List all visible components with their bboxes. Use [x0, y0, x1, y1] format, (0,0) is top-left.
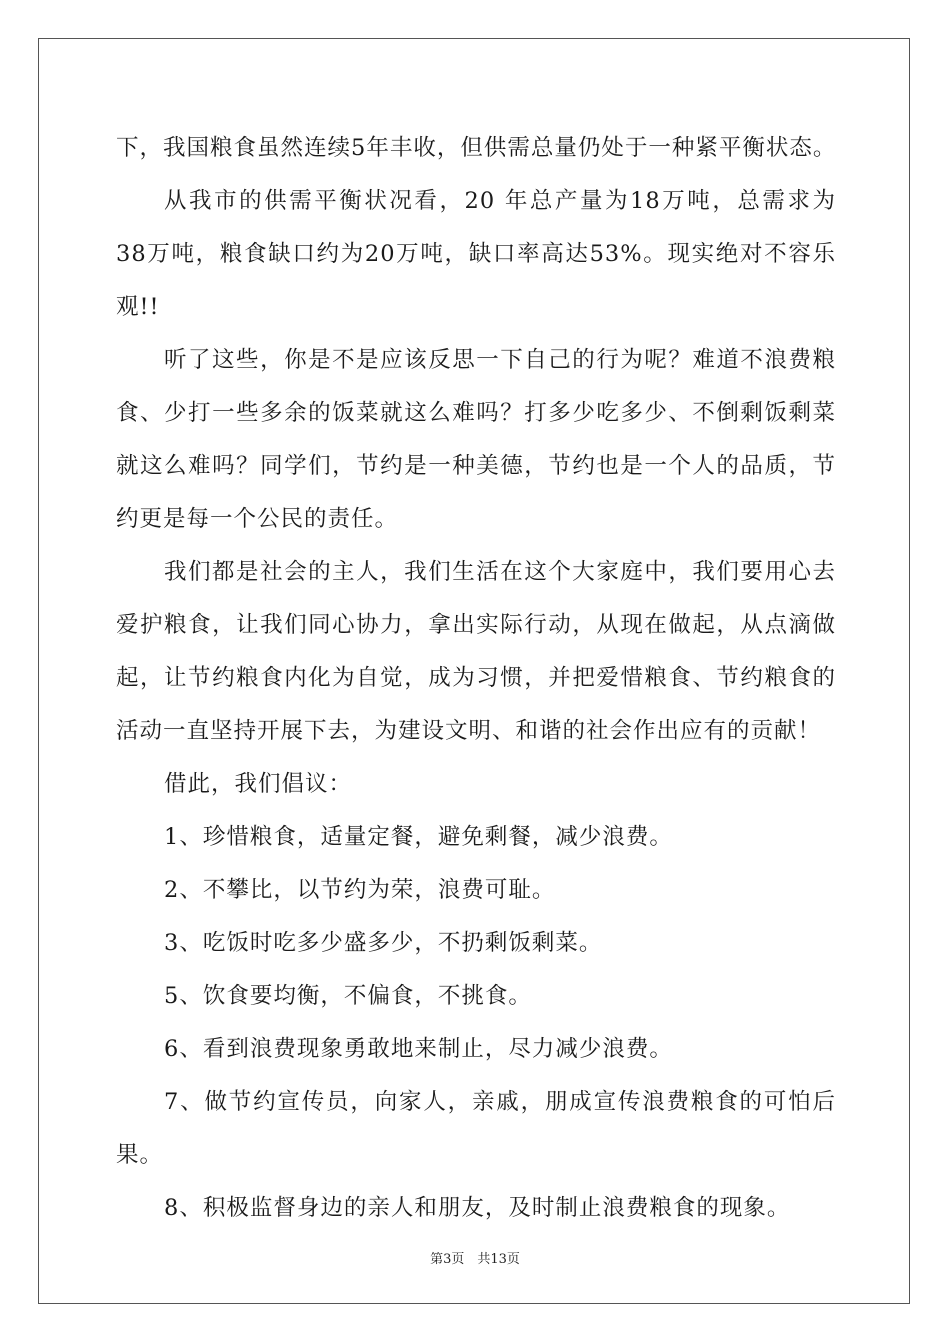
list-item: 1、珍惜粮食，适量定餐，避免剩餐，减少浪费。 — [164, 824, 673, 850]
paragraph-line: 就这么难吗？同学们，节约是一种美德，节约也是一个人的品质，节 — [116, 453, 836, 479]
paragraph-line: 活动一直坚持开展下去，为建设文明、和谐的社会作出应有的贡献！ — [116, 718, 822, 744]
paragraph-line: 38万吨，粮食缺口约为20万吨，缺口率高达53%。现实绝对不容乐 — [116, 241, 836, 267]
paragraph-line: 起，让节约粮食内化为自觉，成为习惯，并把爱惜粮食、节约粮食的 — [116, 665, 836, 691]
list-item: 3、吃饭时吃多少盛多少，不扔剩饭剩菜。 — [164, 930, 603, 956]
list-item: 2、不攀比，以节约为荣，浪费可耻。 — [164, 877, 556, 903]
paragraph-line: 我们都是社会的主人，我们生活在这个大家庭中，我们要用心去 — [164, 559, 836, 585]
list-item: 5、饮食要均衡，不偏食，不挑食。 — [164, 983, 532, 1009]
page-number: 第3页 共13页 — [430, 1252, 520, 1267]
list-item: 6、看到浪费现象勇敢地来制止，尽力减少浪费。 — [164, 1036, 673, 1062]
paragraph-line: 爱护粮食，让我们同心协力，拿出实际行动，从现在做起，从点滴做 — [116, 612, 836, 638]
paragraph-line: 借此，我们倡议： — [164, 771, 353, 797]
paragraph-line: 观!! — [116, 294, 160, 320]
list-item: 8、积极监督身边的亲人和朋友，及时制止浪费粮食的现象。 — [164, 1195, 791, 1221]
paragraph-line: 听了这些，你是不是应该反思一下自己的行为呢？难道不浪费粮 — [164, 347, 836, 373]
paragraph-line: 食、少打一些多余的饭菜就这么难吗？打多少吃多少、不倒剩饭剩菜 — [116, 400, 836, 426]
list-item: 7、做节约宣传员，向家人，亲戚，朋成宣传浪费粮食的可怕后 — [164, 1089, 836, 1115]
document-body — [116, 122, 836, 1235]
paragraph-line: 从我市的供需平衡状况看，20 年总产量为18万吨，总需求为 — [164, 188, 836, 214]
paragraph-line: 下，我国粮食虽然连续5年丰收，但供需总量仍处于一种紧平衡状态。 — [116, 135, 837, 161]
list-item-continuation: 果。 — [116, 1142, 164, 1168]
paragraph-line: 约更是每一个公民的责任。 — [116, 506, 399, 532]
